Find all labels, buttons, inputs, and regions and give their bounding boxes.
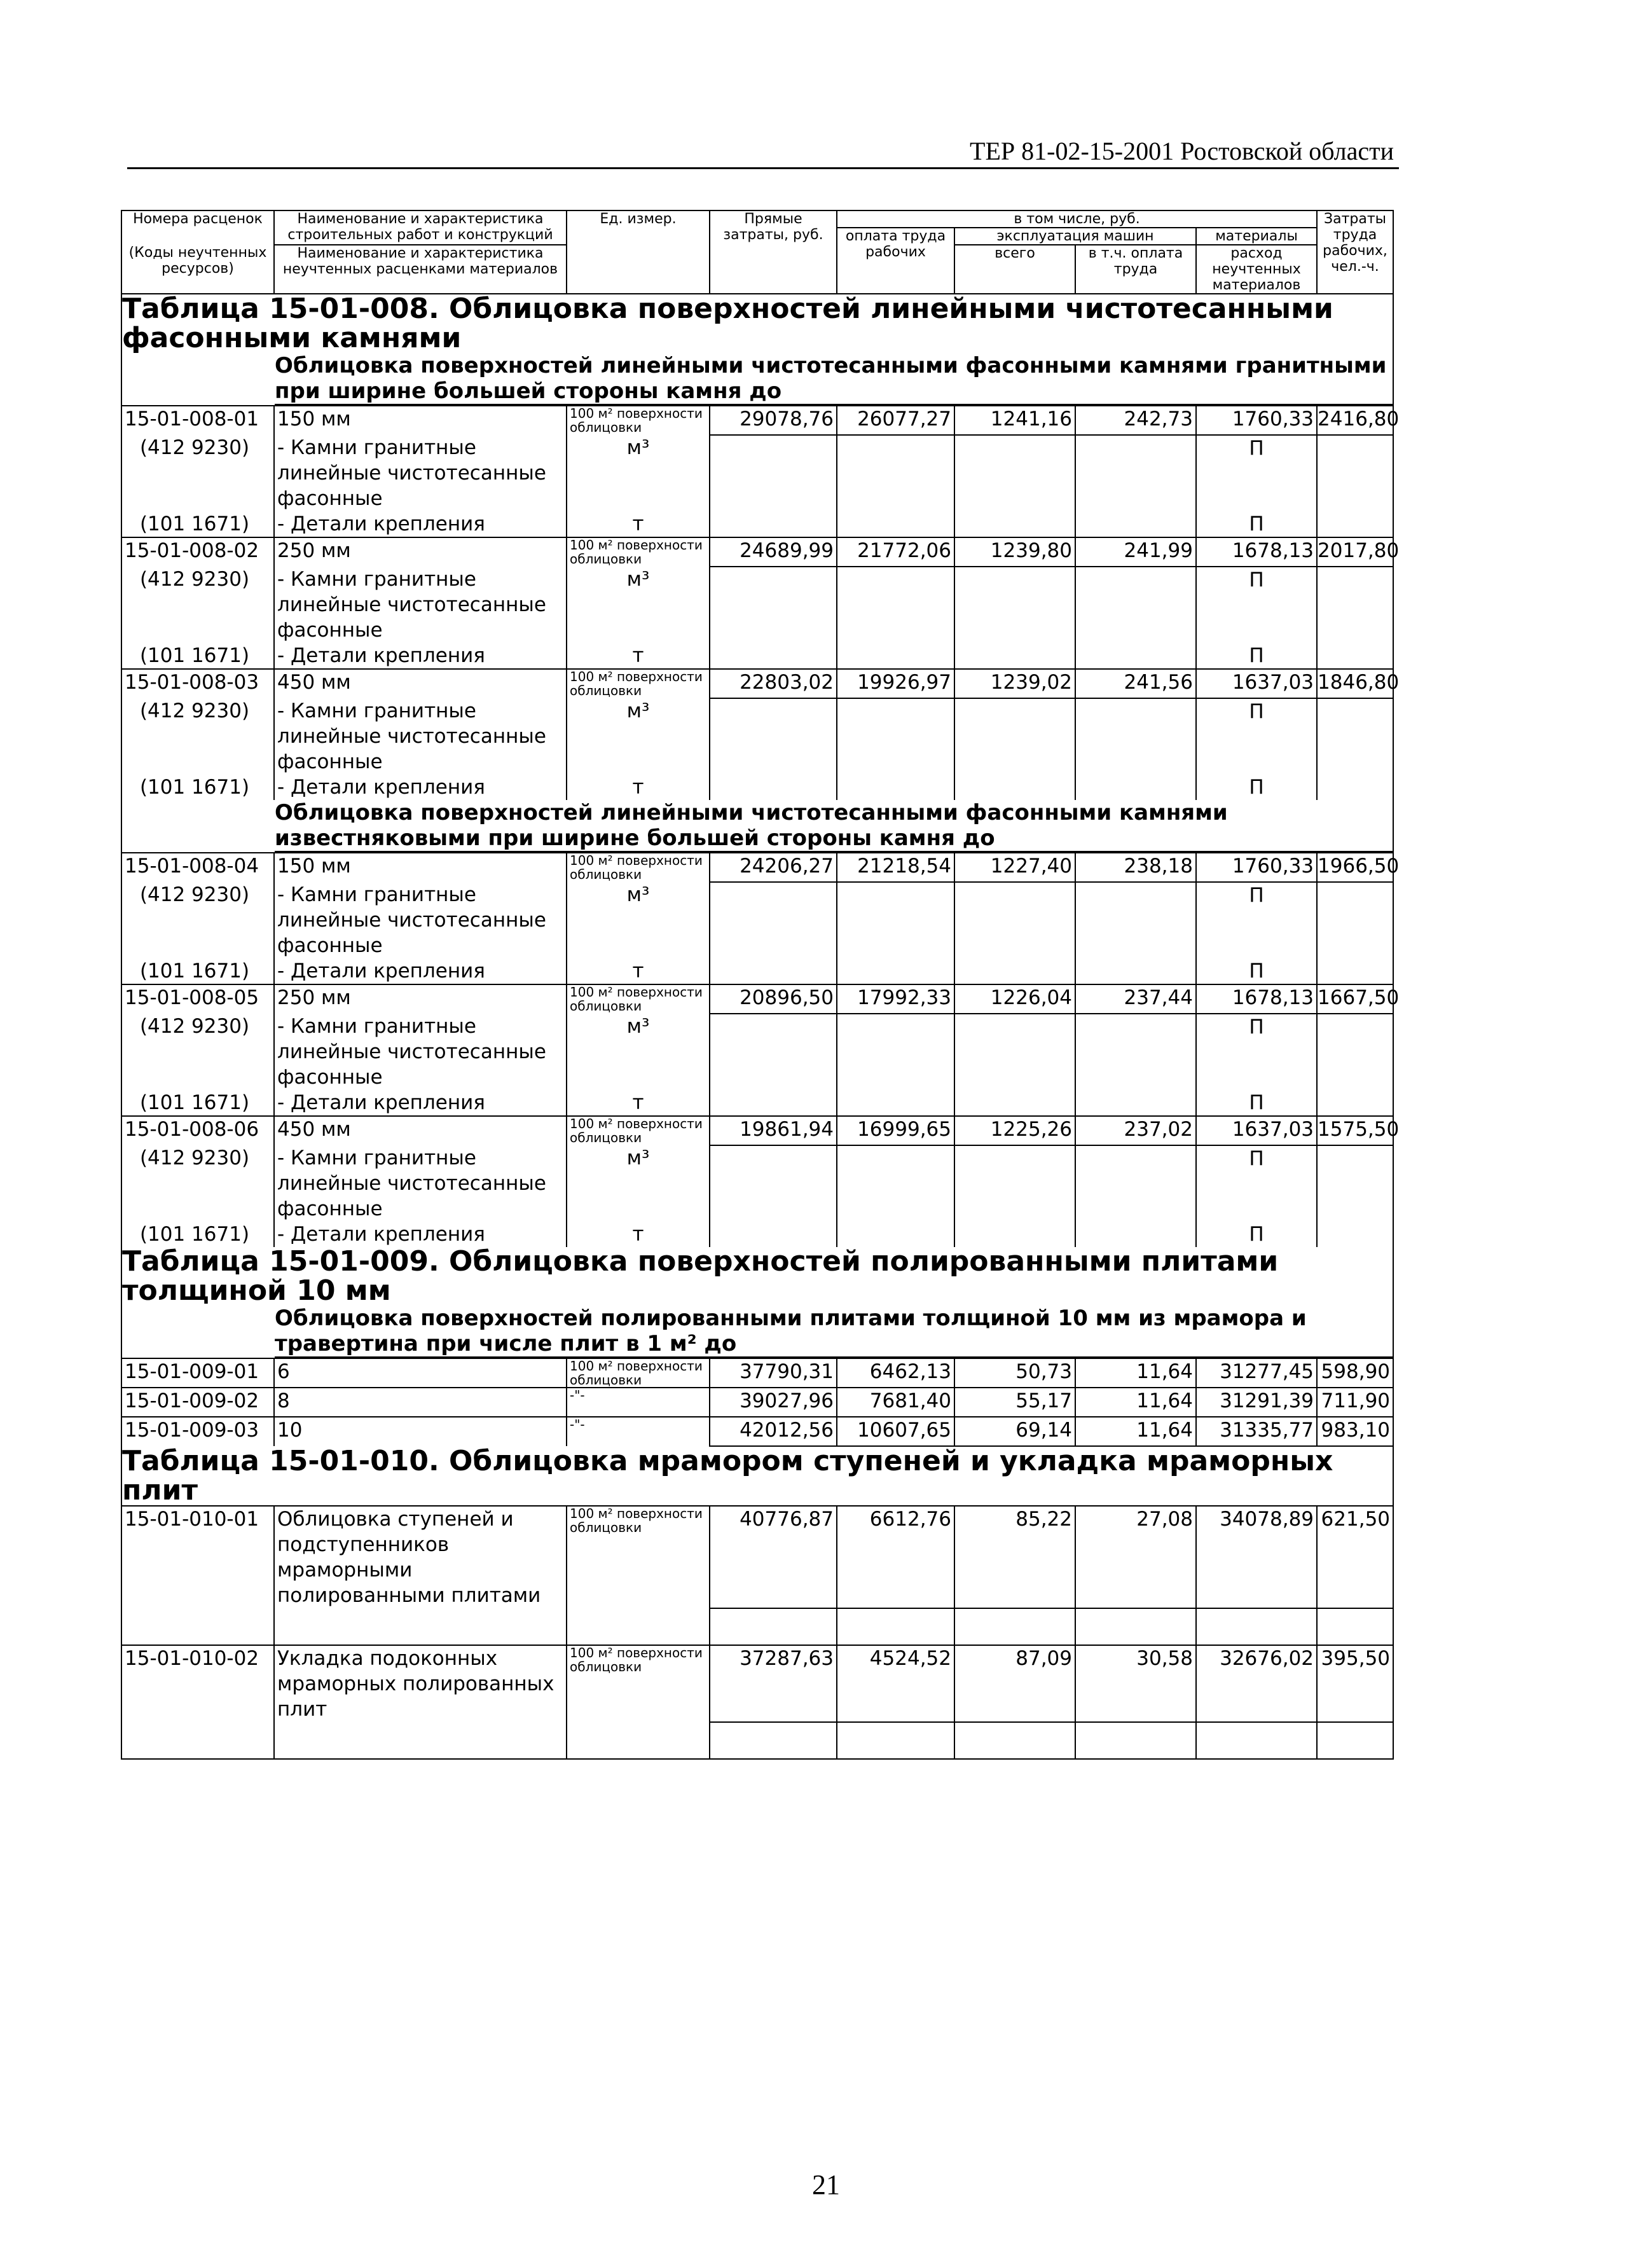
resource-unit: м³ xyxy=(567,1145,710,1222)
labor-hours: 711,90 xyxy=(1317,1388,1393,1417)
table-row xyxy=(121,537,1393,567)
resource-code: (412 9230) xyxy=(121,435,274,511)
col-incl: в том числе, руб. xyxy=(837,210,1317,228)
resource-row xyxy=(121,698,1393,775)
machines-labor: 11,64 xyxy=(1075,1417,1196,1446)
col-name-top: Наименование и характеристика строительных работ и конструкций xyxy=(274,210,567,245)
resource-material: П xyxy=(1196,435,1317,511)
table-row xyxy=(121,853,1393,882)
resource-row xyxy=(121,775,1393,800)
spacer-cell xyxy=(954,1608,1075,1645)
direct-costs: 39027,96 xyxy=(710,1388,837,1417)
machines-labor: 11,64 xyxy=(1075,1358,1196,1388)
labor-hours: 2416,80 xyxy=(1317,406,1393,435)
subheading-row xyxy=(121,1306,1393,1358)
spacer-cell xyxy=(710,1722,837,1759)
resource-code: (101 1671) xyxy=(121,958,274,984)
direct-costs: 20896,50 xyxy=(710,984,837,1014)
resource-unit: т xyxy=(567,643,710,669)
unit: 100 м² поверхности облицовки xyxy=(567,406,710,435)
resource-mach-labor xyxy=(1075,511,1196,537)
machines-total: 85,22 xyxy=(954,1506,1075,1608)
resource-code: (412 9230) xyxy=(121,882,274,958)
resource-hours xyxy=(1317,1090,1393,1116)
resource-direct xyxy=(710,958,837,984)
spacer-cell xyxy=(1196,1608,1317,1645)
resource-hours xyxy=(1317,1014,1393,1090)
machines-total: 1226,04 xyxy=(954,984,1075,1014)
resource-mach xyxy=(954,1014,1075,1090)
col-mach-total: всего xyxy=(954,245,1075,294)
rate-code: 15-01-008-02 xyxy=(121,537,274,567)
spacer-cell xyxy=(954,1722,1075,1759)
work-name: 250 мм xyxy=(274,984,567,1014)
resource-hours xyxy=(1317,435,1393,511)
row-spacer xyxy=(121,1608,1393,1645)
resource-labor xyxy=(837,775,954,800)
resource-mach xyxy=(954,698,1075,775)
rates-table xyxy=(121,210,1400,1760)
resource-material: П xyxy=(1196,1145,1317,1222)
table-row xyxy=(121,1116,1393,1145)
resource-name: - Детали крепления xyxy=(274,1222,567,1247)
labor-pay: 10607,65 xyxy=(837,1417,954,1446)
resource-material: П xyxy=(1196,1222,1317,1247)
machines-labor: 238,18 xyxy=(1075,853,1196,882)
col-name-bottom: Наименование и характеристика неучтенных расценками материалов xyxy=(274,245,567,294)
spacer-cell xyxy=(274,1722,567,1759)
resource-unit: т xyxy=(567,958,710,984)
labor-hours: 983,10 xyxy=(1317,1417,1393,1446)
col-mat-unacc: расход неучтенных материалов xyxy=(1196,245,1317,294)
resource-direct xyxy=(710,567,837,643)
resource-hours xyxy=(1317,511,1393,537)
resource-row xyxy=(121,511,1393,537)
rate-code: 15-01-009-03 xyxy=(121,1417,274,1446)
resource-material: П xyxy=(1196,567,1317,643)
resource-labor xyxy=(837,567,954,643)
labor-pay: 21218,54 xyxy=(837,853,954,882)
unit: 100 м² поверхности облицовки xyxy=(567,984,710,1014)
machines-total: 1225,26 xyxy=(954,1116,1075,1145)
materials: 31335,77 xyxy=(1196,1417,1317,1446)
labor-hours: 1667,50 xyxy=(1317,984,1393,1014)
work-name: 250 мм xyxy=(274,537,567,567)
resource-mach xyxy=(954,775,1075,800)
document-header xyxy=(127,137,1399,169)
resource-direct xyxy=(710,1090,837,1116)
machines-labor: 241,99 xyxy=(1075,537,1196,567)
resource-mach-labor xyxy=(1075,1145,1196,1222)
resource-name: - Камни гранитные линейные чистотесанные фасонные xyxy=(274,435,567,511)
resource-labor xyxy=(837,958,954,984)
resource-hours xyxy=(1317,1145,1393,1222)
resource-name: - Детали крепления xyxy=(274,958,567,984)
spacer-cell xyxy=(1075,1722,1196,1759)
col-codes-bottom: (Коды неучтенных ресурсов) xyxy=(121,245,274,294)
spacer-cell xyxy=(837,1608,954,1645)
resource-mach-labor xyxy=(1075,775,1196,800)
resource-code: (412 9230) xyxy=(121,1014,274,1090)
labor-pay: 6612,76 xyxy=(837,1506,954,1608)
resource-code: (412 9230) xyxy=(121,1145,274,1222)
direct-costs: 37287,63 xyxy=(710,1645,837,1722)
labor-hours: 1966,50 xyxy=(1317,853,1393,882)
subheading-text: Облицовка поверхностей линейными чистотесанными фасонными камнями гранитными при ширине большей стороны камня до xyxy=(275,353,1393,405)
resource-name: - Камни гранитные линейные чистотесанные фасонные xyxy=(274,567,567,643)
rate-code: 15-01-008-01 xyxy=(121,406,274,435)
spacer-cell xyxy=(274,1608,567,1645)
resource-direct xyxy=(710,882,837,958)
subheading-cell xyxy=(121,353,1393,406)
table-body xyxy=(121,210,1400,1759)
machines-total: 69,14 xyxy=(954,1417,1075,1446)
spacer-cell xyxy=(1075,1608,1196,1645)
materials: 1678,13 xyxy=(1196,984,1317,1014)
rate-code: 15-01-010-01 xyxy=(121,1506,274,1608)
table-row xyxy=(121,1358,1393,1388)
resource-unit: м³ xyxy=(567,882,710,958)
resource-material: П xyxy=(1196,1014,1317,1090)
col-direct: Прямые затраты, руб. xyxy=(710,210,837,294)
resource-unit: м³ xyxy=(567,567,710,643)
resource-material: П xyxy=(1196,882,1317,958)
resource-direct xyxy=(710,775,837,800)
resource-code: (412 9230) xyxy=(121,567,274,643)
labor-hours: 1575,50 xyxy=(1317,1116,1393,1145)
machines-labor: 11,64 xyxy=(1075,1388,1196,1417)
resource-row xyxy=(121,435,1393,511)
rate-code: 15-01-008-06 xyxy=(121,1116,274,1145)
resource-row xyxy=(121,958,1393,984)
resource-direct xyxy=(710,643,837,669)
resource-labor xyxy=(837,882,954,958)
direct-costs: 19861,94 xyxy=(710,1116,837,1145)
work-name: 150 мм xyxy=(274,406,567,435)
subheading-text: Облицовка поверхностей полированными плитами толщиной 10 мм из мрамора и травертина при числе плит в 1 м² до xyxy=(275,1306,1393,1358)
table-row xyxy=(121,1417,1393,1446)
resource-row xyxy=(121,567,1393,643)
unit: -"- xyxy=(567,1417,710,1446)
col-machines: эксплуатация машин xyxy=(954,228,1196,245)
spacer-cell xyxy=(1317,1722,1393,1759)
resource-name: - Детали крепления xyxy=(274,775,567,800)
resource-code: (101 1671) xyxy=(121,643,274,669)
col-materials: материалы xyxy=(1196,228,1317,245)
machines-labor: 241,56 xyxy=(1075,669,1196,698)
resource-mach-labor xyxy=(1075,567,1196,643)
col-labor-pay: оплата труда рабочих xyxy=(837,228,954,294)
machines-labor: 237,44 xyxy=(1075,984,1196,1014)
materials: 34078,89 xyxy=(1196,1506,1317,1608)
subheading-cell xyxy=(121,1306,1393,1358)
machines-labor: 237,02 xyxy=(1075,1116,1196,1145)
resource-labor xyxy=(837,435,954,511)
direct-costs: 24689,99 xyxy=(710,537,837,567)
resource-mach-labor xyxy=(1075,1090,1196,1116)
resource-material: П xyxy=(1196,775,1317,800)
materials: 31291,39 xyxy=(1196,1388,1317,1417)
work-name: 10 xyxy=(274,1417,567,1446)
resource-labor xyxy=(837,643,954,669)
labor-hours: 395,50 xyxy=(1317,1645,1393,1722)
table-row xyxy=(121,1388,1393,1417)
table-title-row xyxy=(121,294,1393,353)
materials: 1760,33 xyxy=(1196,406,1317,435)
resource-name: - Камни гранитные линейные чистотесанные фасонные xyxy=(274,882,567,958)
table-title: Таблица 15-01-009. Облицовка поверхностей полированными плитами толщиной 10 мм xyxy=(121,1247,1393,1306)
labor-hours: 1846,80 xyxy=(1317,669,1393,698)
resource-mach xyxy=(954,567,1075,643)
direct-costs: 22803,02 xyxy=(710,669,837,698)
resource-mach xyxy=(954,643,1075,669)
spacer-cell xyxy=(1317,1608,1393,1645)
resource-mach xyxy=(954,511,1075,537)
unit: 100 м² поверхности облицовки xyxy=(567,537,710,567)
work-name: 450 мм xyxy=(274,669,567,698)
work-name: 6 xyxy=(274,1358,567,1388)
resource-name: - Камни гранитные линейные чистотесанные фасонные xyxy=(274,1014,567,1090)
table-title: Таблица 15-01-008. Облицовка поверхностей линейными чистотесанными фасонными камнями xyxy=(121,294,1393,353)
labor-pay: 6462,13 xyxy=(837,1358,954,1388)
resource-mach-labor xyxy=(1075,1222,1196,1247)
resource-name: - Камни гранитные линейные чистотесанные фасонные xyxy=(274,698,567,775)
resource-labor xyxy=(837,511,954,537)
subheading-row xyxy=(121,353,1393,406)
document-header-title: ТЕР 81-02-15-2001 Ростовской области xyxy=(970,137,1394,165)
resource-name: - Камни гранитные линейные чистотесанные фасонные xyxy=(274,1145,567,1222)
spacer-cell xyxy=(1196,1722,1317,1759)
table-title-row xyxy=(121,1247,1393,1306)
labor-pay: 17992,33 xyxy=(837,984,954,1014)
materials: 1637,03 xyxy=(1196,1116,1317,1145)
resource-row xyxy=(121,1090,1393,1116)
labor-pay: 16999,65 xyxy=(837,1116,954,1145)
machines-labor: 30,58 xyxy=(1075,1645,1196,1722)
materials: 31277,45 xyxy=(1196,1358,1317,1388)
machines-labor: 27,08 xyxy=(1075,1506,1196,1608)
resource-direct xyxy=(710,1145,837,1222)
labor-hours: 2017,80 xyxy=(1317,537,1393,567)
machines-total: 50,73 xyxy=(954,1358,1075,1388)
spacer-cell xyxy=(567,1722,710,1759)
rate-code: 15-01-008-03 xyxy=(121,669,274,698)
resource-row xyxy=(121,643,1393,669)
spacer-cell xyxy=(121,1722,274,1759)
work-name: 8 xyxy=(274,1388,567,1417)
materials: 1678,13 xyxy=(1196,537,1317,567)
direct-costs: 24206,27 xyxy=(710,853,837,882)
resource-material: П xyxy=(1196,698,1317,775)
labor-hours: 598,90 xyxy=(1317,1358,1393,1388)
resource-mach xyxy=(954,1090,1075,1116)
resource-direct xyxy=(710,511,837,537)
resource-direct xyxy=(710,698,837,775)
spacer-cell xyxy=(710,1608,837,1645)
subheading-text: Облицовка поверхностей линейными чистотесанными фасонными камнями известняковыми при ширине большей стороны камня до xyxy=(275,800,1393,852)
resource-material: П xyxy=(1196,1090,1317,1116)
rate-code: 15-01-009-01 xyxy=(121,1358,274,1388)
table-row xyxy=(121,1645,1393,1722)
resource-mach xyxy=(954,882,1075,958)
resource-labor xyxy=(837,1222,954,1247)
labor-pay: 7681,40 xyxy=(837,1388,954,1417)
table-row xyxy=(121,984,1393,1014)
unit: 100 м² поверхности облицовки xyxy=(567,669,710,698)
unit: -"- xyxy=(567,1388,710,1417)
resource-hours xyxy=(1317,1222,1393,1247)
machines-total: 1241,16 xyxy=(954,406,1075,435)
labor-pay: 26077,27 xyxy=(837,406,954,435)
resource-unit: т xyxy=(567,1222,710,1247)
resource-mach xyxy=(954,1222,1075,1247)
col-unit: Ед. измер. xyxy=(567,210,710,294)
resource-name: - Детали крепления xyxy=(274,1090,567,1116)
resource-direct xyxy=(710,1222,837,1247)
resource-code: (412 9230) xyxy=(121,698,274,775)
col-mach-labor: в т.ч. оплата труда xyxy=(1075,245,1196,294)
machines-total: 1239,80 xyxy=(954,537,1075,567)
resource-mach-labor xyxy=(1075,882,1196,958)
row-spacer xyxy=(121,1722,1393,1759)
resource-unit: м³ xyxy=(567,435,710,511)
machines-total: 1227,40 xyxy=(954,853,1075,882)
col-codes-top: Номера расценок xyxy=(121,210,274,245)
resource-hours xyxy=(1317,643,1393,669)
direct-costs: 29078,76 xyxy=(710,406,837,435)
materials: 1760,33 xyxy=(1196,853,1317,882)
resource-material: П xyxy=(1196,643,1317,669)
table-title-row xyxy=(121,1446,1393,1506)
resource-code: (101 1671) xyxy=(121,1090,274,1116)
materials: 1637,03 xyxy=(1196,669,1317,698)
resource-name: - Детали крепления xyxy=(274,511,567,537)
resource-mach xyxy=(954,958,1075,984)
resource-direct xyxy=(710,1014,837,1090)
labor-pay: 4524,52 xyxy=(837,1645,954,1722)
resource-row xyxy=(121,882,1393,958)
rate-code: 15-01-008-04 xyxy=(121,853,274,882)
table-title: Таблица 15-01-010. Облицовка мрамором ступеней и укладка мраморных плит xyxy=(121,1446,1393,1506)
resource-mach-labor xyxy=(1075,643,1196,669)
rate-code: 15-01-010-02 xyxy=(121,1645,274,1722)
table-row xyxy=(121,406,1393,435)
resource-mach-labor xyxy=(1075,435,1196,511)
machines-labor: 242,73 xyxy=(1075,406,1196,435)
resource-labor xyxy=(837,1090,954,1116)
work-name: Облицовка ступеней и подступенников мраморными полированными плитами xyxy=(274,1506,567,1608)
unit: 100 м² поверхности облицовки xyxy=(567,853,710,882)
resource-name: - Детали крепления xyxy=(274,643,567,669)
resource-mach-labor xyxy=(1075,1014,1196,1090)
spacer-cell xyxy=(567,1608,710,1645)
table-row xyxy=(121,1506,1393,1608)
resource-mach-labor xyxy=(1075,698,1196,775)
spacer-cell xyxy=(121,1608,274,1645)
subheading-cell xyxy=(121,800,1393,853)
rate-code: 15-01-008-05 xyxy=(121,984,274,1014)
labor-pay: 19926,97 xyxy=(837,669,954,698)
resource-hours xyxy=(1317,882,1393,958)
unit: 100 м² поверхности облицовки xyxy=(567,1358,710,1388)
resource-unit: м³ xyxy=(567,1014,710,1090)
labor-pay: 21772,06 xyxy=(837,537,954,567)
resource-hours xyxy=(1317,698,1393,775)
resource-labor xyxy=(837,698,954,775)
resource-unit: т xyxy=(567,511,710,537)
col-labor-cost: Затраты труда рабочих, чел.-ч. xyxy=(1317,210,1393,294)
work-name: 450 мм xyxy=(274,1116,567,1145)
resource-hours xyxy=(1317,567,1393,643)
resource-row xyxy=(121,1222,1393,1247)
resource-labor xyxy=(837,1145,954,1222)
resource-unit: м³ xyxy=(567,698,710,775)
unit: 100 м² поверхности облицовки xyxy=(567,1116,710,1145)
machines-total: 55,17 xyxy=(954,1388,1075,1417)
resource-row xyxy=(121,1145,1393,1222)
header-row-1 xyxy=(121,210,1393,228)
direct-costs: 40776,87 xyxy=(710,1506,837,1608)
resource-hours xyxy=(1317,958,1393,984)
page-number: 21 xyxy=(812,2169,840,2200)
resource-hours xyxy=(1317,775,1393,800)
resource-mach xyxy=(954,435,1075,511)
resource-direct xyxy=(710,435,837,511)
machines-total: 87,09 xyxy=(954,1645,1075,1722)
labor-hours: 621,50 xyxy=(1317,1506,1393,1608)
work-name: 150 мм xyxy=(274,853,567,882)
spacer-cell xyxy=(837,1722,954,1759)
table-row xyxy=(121,669,1393,698)
materials: 32676,02 xyxy=(1196,1645,1317,1722)
direct-costs: 42012,56 xyxy=(710,1417,837,1446)
resource-mach xyxy=(954,1145,1075,1222)
unit: 100 м² поверхности облицовки xyxy=(567,1506,710,1608)
resource-material: П xyxy=(1196,511,1317,537)
resource-unit: т xyxy=(567,1090,710,1116)
resource-mach-labor xyxy=(1075,958,1196,984)
resource-code: (101 1671) xyxy=(121,775,274,800)
unit: 100 м² поверхности облицовки xyxy=(567,1645,710,1722)
machines-total: 1239,02 xyxy=(954,669,1075,698)
resource-unit: т xyxy=(567,775,710,800)
resource-labor xyxy=(837,1014,954,1090)
resource-code: (101 1671) xyxy=(121,1222,274,1247)
work-name: Укладка подоконных мраморных полированных плит xyxy=(274,1645,567,1722)
direct-costs: 37790,31 xyxy=(710,1358,837,1388)
rate-code: 15-01-009-02 xyxy=(121,1388,274,1417)
resource-material: П xyxy=(1196,958,1317,984)
resource-row xyxy=(121,1014,1393,1090)
resource-code: (101 1671) xyxy=(121,511,274,537)
subheading-row xyxy=(121,800,1393,853)
